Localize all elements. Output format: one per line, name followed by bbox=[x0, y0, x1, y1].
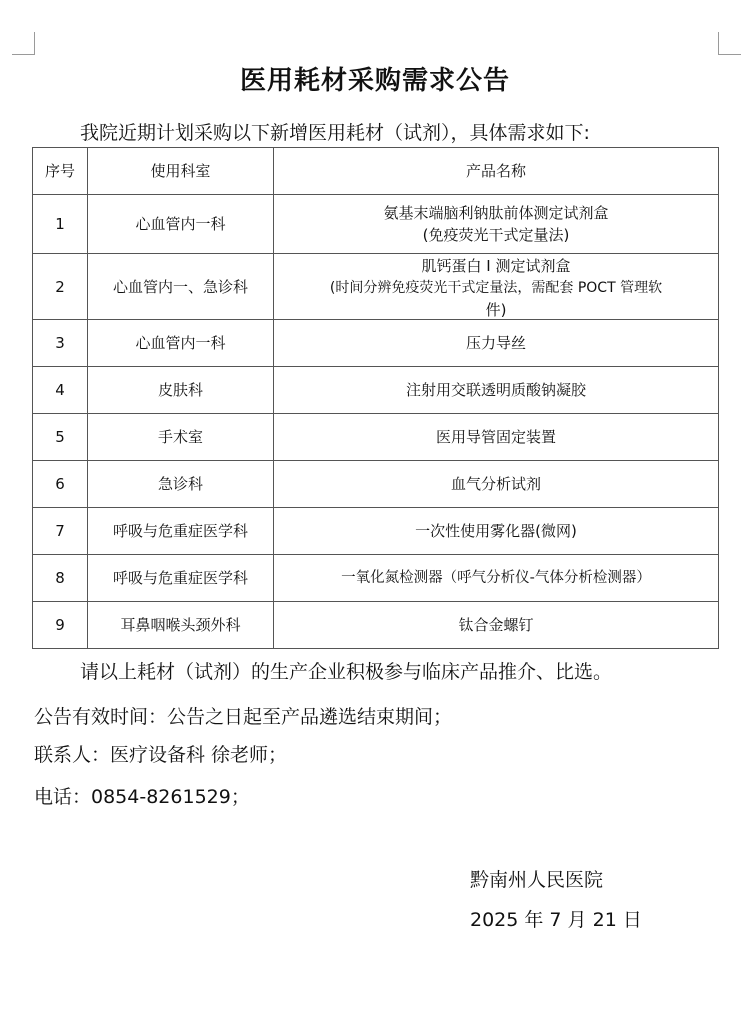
row-number: 8 bbox=[33, 555, 88, 602]
row-product bbox=[274, 195, 719, 254]
product-line: 氨基末端脑利钠肽前体测定试剂盒 bbox=[383, 204, 609, 222]
product-line: (时间分辨免疫荧光干式定量法，需配套 POCT 管理软 bbox=[329, 280, 663, 296]
signature-organization: 黔南州人民医院 bbox=[470, 869, 604, 891]
invitation-paragraph: 请以上耗材（试剂）的生产企业积极参与临床产品推介、比选。 bbox=[80, 661, 613, 683]
header-cell-product: 产品名称 bbox=[274, 148, 719, 195]
product-line: (免疫荧光干式定量法) bbox=[422, 226, 570, 244]
row-product: 钛合金螺钉 bbox=[274, 602, 719, 649]
row-department: 急诊科 bbox=[88, 461, 274, 508]
table-row bbox=[33, 602, 719, 649]
table-row bbox=[33, 195, 719, 254]
row-number: 7 bbox=[33, 508, 88, 555]
product-line: 肌钙蛋白 I 测定试剂盒 bbox=[421, 257, 571, 275]
table-row bbox=[33, 461, 719, 508]
header-cell-department: 使用科室 bbox=[88, 148, 274, 195]
row-number: 2 bbox=[33, 254, 88, 320]
intro-paragraph: 我院近期计划采购以下新增医用耗材（试剂），具体需求如下: bbox=[80, 122, 590, 144]
row-product: 压力导丝 bbox=[274, 320, 719, 367]
product-line: 件) bbox=[485, 301, 507, 319]
row-number: 1 bbox=[33, 195, 88, 254]
row-department: 呼吸与危重症医学科 bbox=[88, 555, 274, 602]
contact-paragraph: 联系人：医疗设备科 徐老师； bbox=[34, 744, 288, 766]
requirement-table bbox=[32, 147, 719, 649]
row-department: 心血管内一科 bbox=[88, 320, 274, 367]
row-product: 血气分析试剂 bbox=[274, 461, 719, 508]
table-row bbox=[33, 555, 719, 602]
table-row bbox=[33, 320, 719, 367]
header-cell-number: 序号 bbox=[33, 148, 88, 195]
table-row bbox=[33, 414, 719, 461]
row-number: 3 bbox=[33, 320, 88, 367]
signature-date: 2025 年 7 月 21 日 bbox=[470, 909, 642, 931]
row-product: 一次性使用雾化器(微网) bbox=[274, 508, 719, 555]
page-corner-mark-top-left bbox=[12, 32, 35, 55]
table-row bbox=[33, 367, 719, 414]
table-header-row bbox=[33, 148, 719, 195]
row-department: 手术室 bbox=[88, 414, 274, 461]
row-product: 注射用交联透明质酸钠凝胶 bbox=[274, 367, 719, 414]
row-number: 9 bbox=[33, 602, 88, 649]
phone-paragraph: 电话：0854-8261529； bbox=[34, 786, 250, 808]
row-department: 耳鼻咽喉头颈外科 bbox=[88, 602, 274, 649]
page-corner-mark-top-right bbox=[718, 32, 741, 55]
document-title: 医用耗材采购需求公告 bbox=[239, 66, 510, 96]
row-number: 6 bbox=[33, 461, 88, 508]
row-product bbox=[274, 254, 719, 320]
table-row bbox=[33, 508, 719, 555]
row-department: 心血管内一科 bbox=[88, 195, 274, 254]
row-department: 心血管内一、急诊科 bbox=[88, 254, 274, 320]
row-number: 4 bbox=[33, 367, 88, 414]
row-number: 5 bbox=[33, 414, 88, 461]
row-department: 呼吸与危重症医学科 bbox=[88, 508, 274, 555]
row-product: 医用导管固定装置 bbox=[274, 414, 719, 461]
validity-paragraph: 公告有效时间：公告之日起至产品遴选结束期间； bbox=[34, 706, 453, 728]
table-row bbox=[33, 254, 719, 320]
row-product: 一氧化氮检测器（呼气分析仪-气体分析检测器） bbox=[274, 555, 719, 602]
row-department: 皮肤科 bbox=[88, 367, 274, 414]
